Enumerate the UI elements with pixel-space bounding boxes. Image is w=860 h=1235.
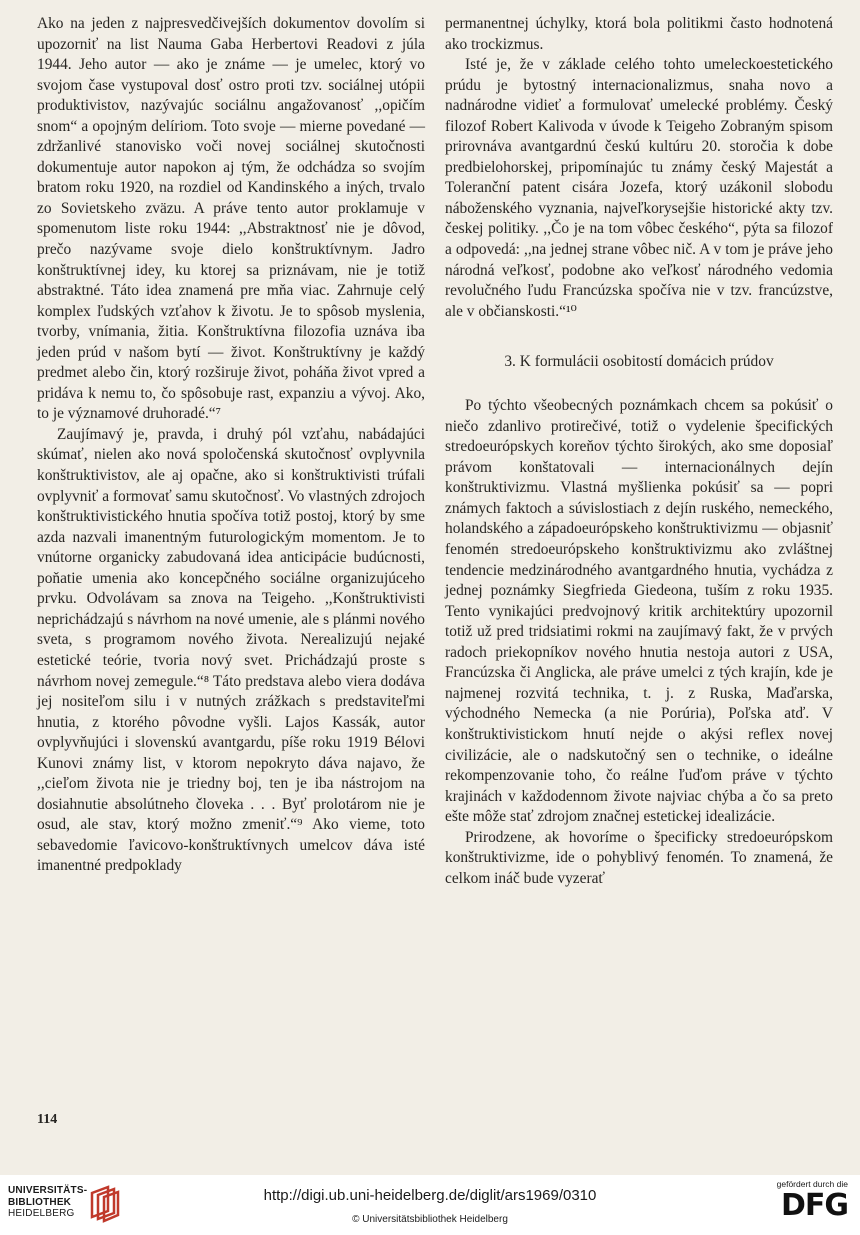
right-paragraph-2: Isté je, že v základe celého tohto umeleckoestetického prúdu je bytostný internacionalizmus, snaha novo a nadnárodne vidieť a formulovať umelecké problémy. Český filozof Robert Kalivoda v úvode k Teigeho Zobraným spisom prirovnáva avantgardnú českú kultúru 20. storočia k dobe predbielohorskej, pripomínajúc tu známy český Majestát a Toleranční patent cisára Jozefa, ktorý uzákonil slobodu náboženského vyznania, najveľkorysejšie historické akty tzv. českej politiky. ,,Čo je na tom vôbec českého“, pýta sa filozof a odpovedá: ,,na jednej strane vôbec nič. A v tom je práve jeho národná veľkosť, podobne ako veľkosť národného vedomia revolučného ľudu Francúzska spočíva nie v tzv. francúzstve, ale v občianskosti.“¹⁰ (445, 56, 833, 320)
dfg-wordmark: DFG (780, 1188, 848, 1223)
dfg-logo[interactable] (758, 1179, 848, 1231)
right-paragraph-3: Po týchto všeobecných poznámkach chcem sa pokúsiť o niečo zdanlivo protirečivé, totiž o vydelenie špecifických stredoeurópskych koreňov týchto širokých, ako sme doposiaľ právom konštatovali — internacionálnych dejín konštruktivizmu. Vlastná myšlienka pokúsiť sa — popri známych faktoch a súvislostiach z dejín ruského, nemeckého, holandského a západoeurópskeho konštruktivizmu — objasniť fenomén stredoeurópskeho konštruktivizmu ako zvláštnej tendencie medzinárodného avantgardného hnutia, vychádza z jednej poznámky Siegfrieda Giedeona, tuším z roku 1935. Tento vynikajúci predvojnový kritik architektúry upozornil totiž už pred tridsiatimi rokmi na zaujímavý fakt, že v prvých radoch priekopníkov nového hnutia nestoja autori z USA, Francúzska či Anglicka, ale práve umelci z tých krajín, kde je najmenej rozvitá technika, t. j. z Ruska, Maďarska, východného Nemecka (a nie Porúria), Poľska atď. V konštruktivistickom hnutí nejde o akýsi reflex novej civilizácie, ale o nadskutočný sen o technike, o ideálne rekompenzovanie toho, čo reálne ľuďom práve v týchto krajinách v každodennom živote najviac chýba a čo sa preto ešte môže stať zdrojom značnej estetickej idealizácie. (445, 397, 833, 826)
library-name-line1: UNIVERSITÄTS- (8, 1185, 88, 1196)
permalink-url[interactable]: http://digi.ub.uni-heidelberg.de/diglit/ars1969/0310 (263, 1187, 597, 1204)
section-heading: 3. K formulácii osobitostí domácich prúdov (504, 353, 774, 371)
left-paragraph-1: Ako na jeden z najpresvedčivejších dokumentov dovolím si upozorniť na list Nauma Gaba Herbertovi Readovi z júla 1944. Jeho autor — ako je známe — je umelec, ktorý vo svojom čase vystupoval dosť ostro proti tzv. sociálnej utópii produktivistov, nazývajúc sociálnu angažovanosť ,,opičím snom“ a opojným delíriom. Toto svoje — mierne povedané — zdržanlivé stanovisko voči novej sociálnej skutočnosti dokumentuje autor napokon aj tým, že odchádza so svojím bratom roku 1920, na rozdiel od Kandinského a iných, trvalo zo Sovietskeho zväzu. A práve tento autor proklamuje v spomenutom liste roku 1944: ,,Abstraktnosť nie je dôvod, prečo nazývame svoje dielo konštruktívnym. Jadro konštruktívnej idey, ku ktorej sa priznávam, nie je totiž abstraktné. Táto idea znamená pre mňa viac. Zahrnuje celý komplex ľudských vzťahov k životu. Je to spôsob myslenia, tvorby, vnímania, žitia. Konštruktívna filozofia uznáva iba jeden prúd v našom bytí — život. Konštruktívny je každý predmet alebo čin, ktorý rozširuje život, poháňa život vpred a pridáva k nemu to, čo spôsobuje rast, expanziu a vývoj. Ako, to je významové druhoradé.“⁷ (37, 15, 425, 423)
library-name-line2: BIBLIOTHEK (8, 1196, 72, 1208)
right-paragraph-1: permanentnej úchylky, ktorá bola politikmi často hodnotená ako trockizmus. (445, 15, 833, 53)
library-name-line3: HEIDELBERG (8, 1208, 75, 1219)
left-column (37, 14, 425, 877)
funder-caption: gefördert durch die (776, 1179, 848, 1189)
right-column (445, 14, 833, 889)
left-paragraph-2: Zaujímavý je, pravda, i druhý pól vzťahu, nabádajúci skúmať, nielen ako nová spoločenská skutočnosť ovplyvnila konštruktivistov, ale aj opačne, ako si konštruktivisti trúfali ovplyvniť a formovať samu skutočnosť. Vo vlastných zdrojoch konštruktivistického hnutia spočíva totiž postoj, ktorý by sme azda nazvali imanentným futurologickým momentom. Je to vnútorne organicky zabudovaná idea anticipácie budúcnosti, poňatie umenia ako koncepčného sociálne organizujúceho prvku. Odvolávam sa znova na Teigeho. ,,Konštruktivisti neprichádzajú s návrhom na nové umenie, ale s plánmi nového sveta, s programom nového života. Nerealizujú nejaké estetické teórie, tvoria nový svet. Prichádzajú proste s návrhom novej zemegule.“⁸ Táto predstava alebo viera dodáva jej nositeľom silu i v nutných zrážkach s predstaviteľmi hnutia, z ktorého pôvodne vyšli. Lajos Kassák, autor ovplyvňujúci i slovenskú avantgardu, píše roku 1919 Bélovi Kunovi známy list, v ktorom nepokryto dáva najavo, že ,,cieľom života nie je triedny boj, ten je iba nástrojom na dosiahnutie absolútneho človeka . . . Byť prolotárom nie je osud, ale stav, ktorý možno zmeniť.“⁹ Ako vieme, toto sebavedomie ľavicovo-konštruktívnych umelcov dáva isté imanentné predpoklady (37, 425, 425, 875)
right-paragraph-4: Prirodzene, ak hovoríme o špecificky stredoeurópskom konštruktivizme, ide o pohyblivý fenomén. To znamená, že celkom ináč bude vyzerať (445, 828, 833, 887)
page-number: 114 (37, 1112, 58, 1127)
copyright-notice: © Universitätsbibliothek Heidelberg (352, 1214, 508, 1225)
viewer-footer (0, 1175, 860, 1235)
